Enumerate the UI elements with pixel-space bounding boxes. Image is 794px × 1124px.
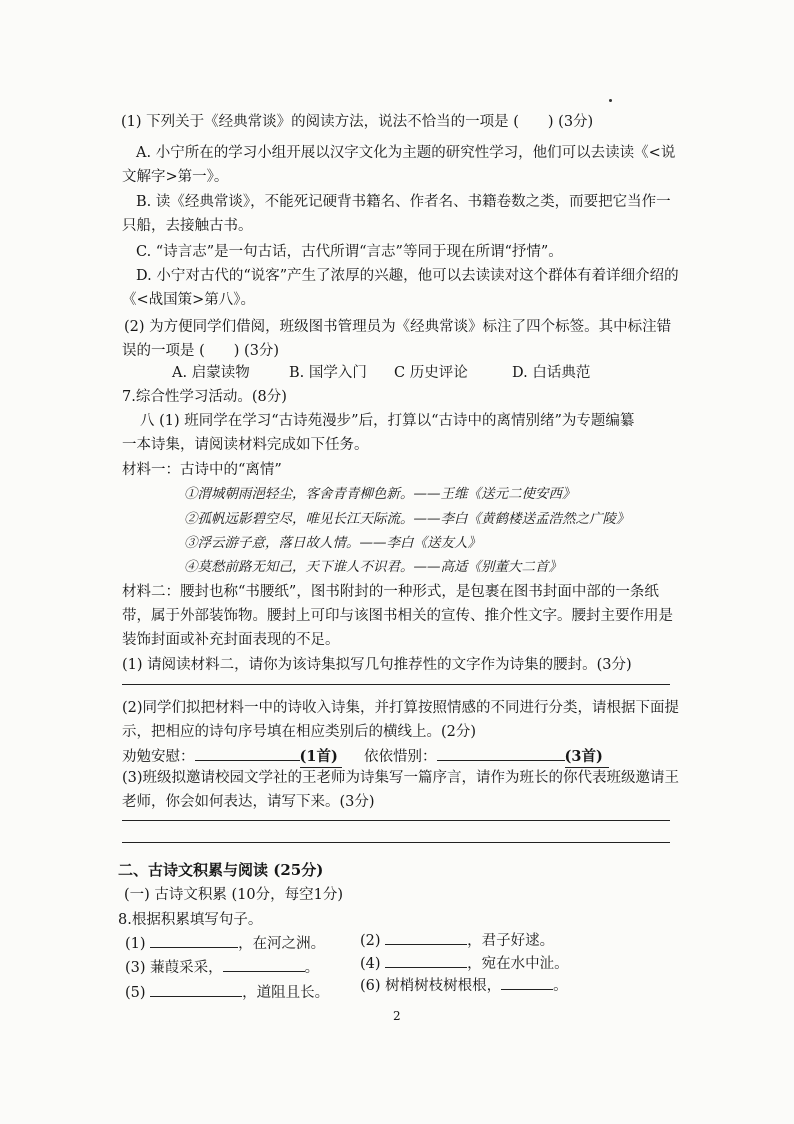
q6-option-b-line2: 只船，去接触古书。: [122, 218, 253, 234]
section-title: 二、古诗文积累与阅读 (25分): [118, 861, 324, 879]
fill-item-2: [360, 930, 554, 951]
answer-line: [122, 684, 670, 685]
category-farewell-label: 依依惜别：: [364, 749, 437, 765]
q6-option-a-line1: A. 小宁所在的学习小组开展以汉字文化为主题的研究性学习，他们可以去读读《<说: [136, 145, 676, 161]
q6-option-d-line1: D. 小宁对古代的“说客”产生了浓厚的兴趣，他可以去读读对这个群体有着详细介绍的: [136, 268, 679, 284]
fill-item-text: 蒹葭采采，: [150, 960, 223, 976]
fill-item-number: (6): [360, 978, 381, 994]
category-encourage-blank[interactable]: [195, 746, 300, 761]
answer-line: [122, 842, 670, 843]
fill-item-text: 。: [304, 960, 320, 976]
fill-blank[interactable]: [223, 957, 305, 972]
q7-intro-line1: 八 (1) 班同学在学习“古诗苑漫步”后，打算以“古诗中的离情别绪”为专题编纂: [140, 413, 635, 429]
q7-sub3-line2: 老师，你会如何表达，请写下来。(3分): [122, 794, 375, 810]
poem-line-4: ④莫愁前路无知己，天下谁人不识君。——高适《别董大二首》: [184, 559, 562, 575]
q6-label-option-c: C 历史评论: [394, 365, 468, 381]
fill-item-3: [125, 957, 319, 978]
fill-item-1: [125, 933, 325, 954]
fill-item-text: 。: [553, 978, 568, 994]
fill-item-text: ，宛在水中沚。: [467, 956, 569, 972]
material2-line1: 材料二：腰封也称“书腰纸”，图书附封的一种形式，是包裹在图书封面中部的一条纸: [122, 584, 659, 600]
q6-sub2-line2: 误的一项是 ( ) (3分): [122, 343, 280, 359]
q7-sub2-line1: (2)同学们拟把材料一中的诗收入诗集，并打算按照情感的不同进行分类，请根据下面提: [122, 700, 680, 716]
category-encourage-label: 劝勉安慰：: [122, 749, 195, 765]
q7-intro-line2: 一本诗集，请阅读材料完成如下任务。: [122, 437, 369, 453]
q6-option-b-line1: B. 读《经典常谈》，不能死记硬背书籍名、作者名、书籍卷数之类，而要把它当作一: [136, 194, 671, 210]
q6-label-option-a: A. 启蒙读物: [172, 365, 250, 381]
q7-sub1: (1) 请阅读材料二，请你为该诗集拟写几句推荐性的文字作为诗集的腰封。(3分): [122, 657, 632, 673]
q6-option-a-line2: 文解字>第一》。: [122, 169, 229, 185]
fill-item-text: 树梢树枝树根根，: [385, 978, 502, 994]
fill-blank[interactable]: [150, 982, 242, 997]
q7-sub2-line2: 示，把相应的诗句序号填在相应类别后的横线上。(2分): [122, 724, 477, 740]
poem-line-2: ②孤帆远影碧空尽，唯见长江天际流。——李白《黄鹤楼送孟浩然之广陵》: [184, 511, 630, 527]
category-farewell-row: [364, 746, 609, 768]
q8-title: 8.根据积累填写句子。: [118, 912, 263, 928]
q7-sub3-line1: (3)班级拟邀请校园文学社的王老师为诗集写一篇序言，请作为班长的你代表班级邀请王: [122, 770, 680, 786]
fill-item-6: [360, 975, 568, 996]
subsection-title: (一) 古诗文积累 (10分，每空1分): [124, 887, 344, 903]
fill-blank[interactable]: [150, 933, 238, 948]
q6-sub2-line1: (2) 为方便同学们借阅，班级图书管理员为《经典常谈》标注了四个标签。其中标注错: [124, 319, 672, 335]
q6-sub1: (1) 下列关于《经典常谈》的阅读方法，说法不恰当的一项是 ( ) (3分): [121, 114, 594, 130]
fill-item-4: [360, 953, 569, 974]
fill-item-number: (2): [360, 933, 381, 949]
fill-item-number: (5): [125, 985, 146, 1001]
fill-item-number: (1): [125, 936, 146, 952]
fill-item-text: ，道阻且长。: [242, 985, 330, 1001]
fill-item-text: ，在河之洲。: [238, 936, 326, 952]
category-encourage-count: (1首): [300, 747, 342, 768]
fill-blank[interactable]: [501, 975, 553, 990]
material1-title: 材料一：古诗中的“离情”: [122, 462, 282, 478]
material2-line3: 装饰封面或补充封面表现的不足。: [122, 632, 340, 648]
category-encourage-row: [122, 746, 342, 768]
poem-line-3: ③浮云游子意，落日故人情。——李白《送友人》: [184, 535, 481, 551]
fill-blank[interactable]: [385, 930, 467, 945]
page-number: 2: [393, 1009, 401, 1023]
answer-line: [122, 820, 670, 821]
fill-item-text: ，君子好逑。: [467, 933, 555, 949]
category-farewell-blank[interactable]: [437, 746, 565, 761]
q6-option-d-line2: 《<战国策>第八》。: [122, 292, 256, 308]
scan-speck: [609, 99, 612, 102]
fill-blank[interactable]: [385, 953, 467, 968]
poem-line-1: ①渭城朝雨浥轻尘，客舍青青柳色新。——王维《送元二使安西》: [184, 486, 576, 502]
q6-label-option-d: D. 白话典范: [512, 365, 591, 381]
q6-option-c: C. “诗言志”是一句古话，古代所谓“言志”等同于现在所谓“抒情”。: [136, 244, 563, 260]
q7-title: 7.综合性学习活动。(8分): [122, 389, 287, 405]
q6-label-option-b: B. 国学入门: [289, 365, 367, 381]
fill-item-number: (4): [360, 956, 381, 972]
material2-line2: 带，属于外部装饰物。腰封上可印与该图书相关的宣传、推介性文字。腰封主要作用是: [122, 608, 673, 624]
fill-item-number: (3): [125, 960, 146, 976]
category-farewell-count: (3首): [565, 747, 609, 768]
fill-item-5: [125, 982, 329, 1003]
